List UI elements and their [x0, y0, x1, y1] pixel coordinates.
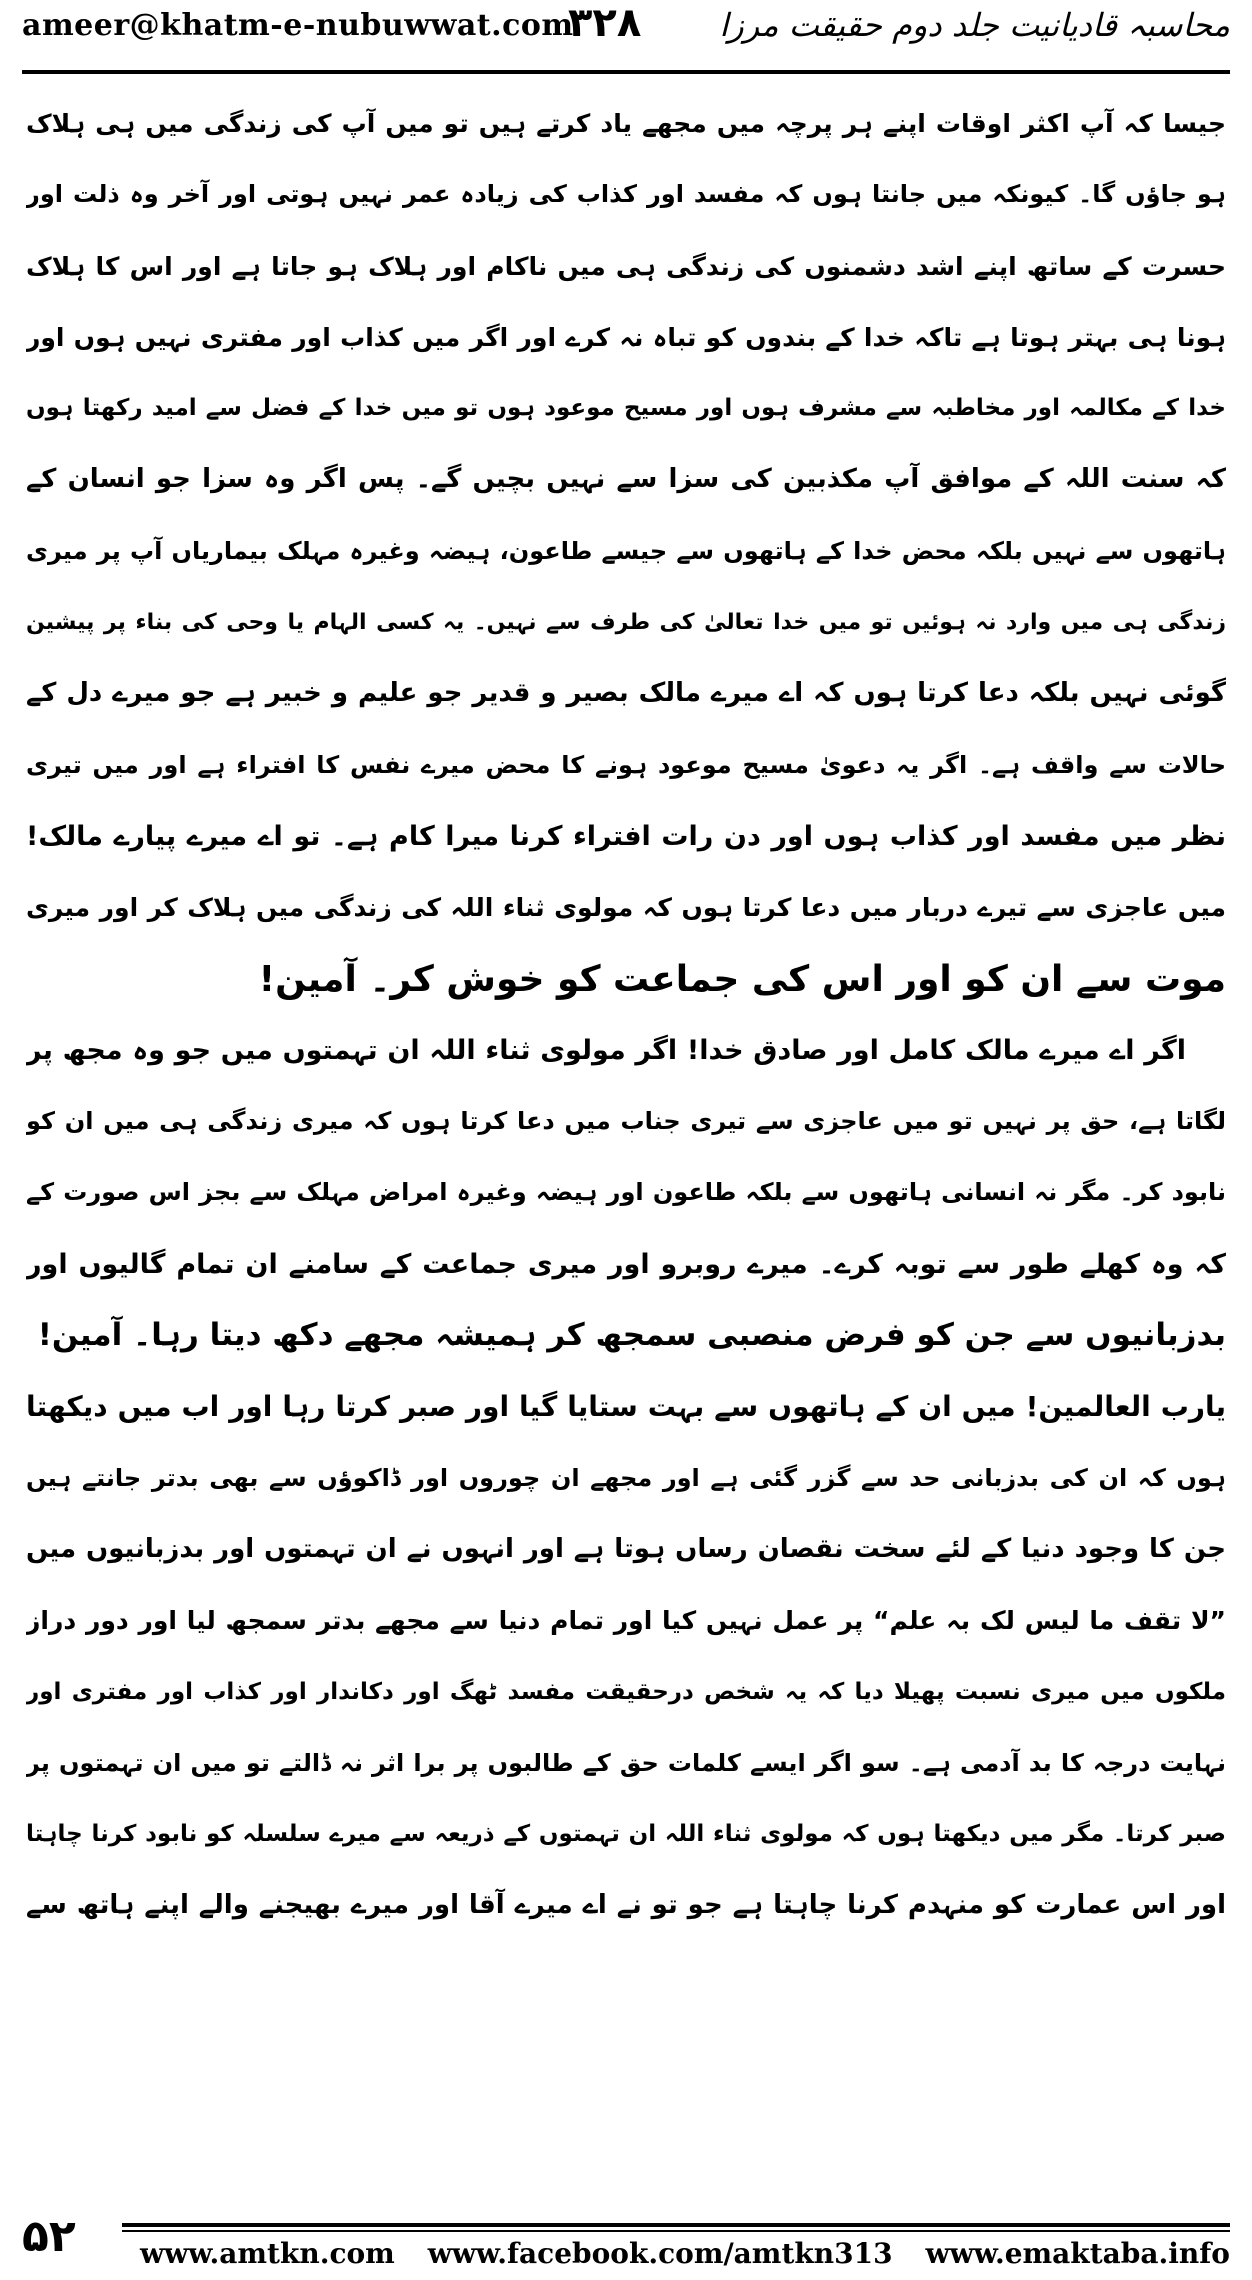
text-line: حالات سے واقف ہے۔ اگر یہ دعویٰ مسیح موعود ہونے کا محض میرے نفس کا افتراء ہے اور میں تیری	[26, 750, 1226, 779]
text-line: میں عاجزی سے تیرے دربار میں دعا کرتا ہوں کہ مولوی ثناء اللہ کی زندگی میں ہلاک کر اور میری	[26, 893, 1226, 923]
text-line: زندگی ہی میں وارد نہ ہوئیں تو میں خدا تعالیٰ کی طرف سے نہیں۔ یہ کسی الہام یا وحی کی بناء پر پیشین	[26, 610, 1226, 636]
text-line: ہوں کہ ان کی بدزبانی حد سے گزر گئی ہے اور مجھے ان چوروں اور ڈاکوؤں سے بھی بدتر جانتے ہیں	[26, 1463, 1226, 1492]
page-body	[26, 88, 1226, 2163]
text-line: نہایت درجہ کا بد آدمی ہے۔ سو اگر ایسے کلمات حق کے طالبوں پر برا اثر نہ ڈالتے تو میں ان تہمتوں پر	[26, 1748, 1226, 1777]
text-line: حسرت کے ساتھ اپنے اشد دشمنوں کی زندگی ہی میں ناکام اور ہلاک ہو جاتا ہے اور اس کا ہلاک	[26, 251, 1226, 281]
page-header	[22, 0, 1230, 70]
header-divider	[22, 70, 1230, 74]
text-line: یارب العالمین! میں ان کے ہاتھوں سے بہت ستایا گیا اور صبر کرتا رہا اور اب میں دیکھتا	[26, 1390, 1226, 1424]
footer-links	[140, 2237, 1230, 2270]
footer-link-facebook[interactable]: www.facebook.com/amtkn313	[427, 2237, 893, 2270]
header-page-number: ۳۲۸	[568, 0, 642, 46]
text-line: جیسا کہ آپ اکثر اوقات اپنے ہر پرچہ میں مجھے یاد کرتے ہیں تو میں آپ کی زندگی میں ہی ہلاک	[26, 109, 1226, 138]
text-line: موت سے ان کو اور اس کی جماعت کو خوش کر۔ آمین!	[258, 958, 1226, 1000]
footer-link-emaktaba[interactable]: www.emaktaba.info	[925, 2237, 1230, 2270]
footer-link-amtkn[interactable]: www.amtkn.com	[140, 2237, 395, 2270]
text-line: خدا کے مکالمہ اور مخاطبہ سے مشرف ہوں اور مسیح موعود ہوں تو میں خدا کے فضل سے امید رکھتا ہوں	[26, 395, 1226, 422]
footer-divider-thin	[122, 2230, 1230, 2232]
text-line: کہ وہ کھلے طور سے توبہ کرے۔ میرے روبرو اور میری جماعت کے سامنے ان تمام گالیوں اور	[26, 1248, 1226, 1280]
text-line: اگر اے میرے مالک کامل اور صادق خدا! اگر مولوی ثناء اللہ ان تہمتوں میں جو وہ مجھ پر	[26, 1034, 1186, 1066]
text-line: ہاتھوں سے نہیں بلکہ محض خدا کے ہاتھوں سے جیسے طاعون، ہیضہ وغیرہ مہلک بیماریاں آپ پر میری	[26, 536, 1226, 565]
text-line: اور اس عمارت کو منہدم کرنا چاہتا ہے جو تو نے اے میرے آقا اور میرے بھیجنے والے اپنے ہاتھ سے	[26, 1890, 1226, 1921]
text-line: گوئی نہیں بلکہ دعا کرتا ہوں کہ اے میرے مالک بصیر و قدیر جو علیم و خبیر ہے جو میرے دل کے	[26, 678, 1226, 709]
text-line: بدزبانیوں سے جن کو فرض منصبی سمجھ کر ہمیشہ مجھے دکھ دیتا رہا۔ آمین!	[37, 1317, 1226, 1354]
text-line: ہونا ہی بہتر ہوتا ہے تاکہ خدا کے بندوں کو تباہ نہ کرے اور اگر میں کذاب اور مفتری نہیں ہوں اور	[26, 322, 1226, 352]
text-line: صبر کرتا۔ مگر میں دیکھتا ہوں کہ مولوی ثناء اللہ ان تہمتوں کے ذریعہ سے میرے سلسلہ کو نابود کرنا چاہتا	[26, 1821, 1226, 1848]
text-line: نابود کر۔ مگر نہ انسانی ہاتھوں سے بلکہ طاعون اور ہیضہ وغیرہ امراض مہلک سے بجز اس صورت کے	[26, 1178, 1226, 1207]
header-book-title: محاسبہ قادیانیت جلد دوم حقیقت مرزا	[719, 6, 1230, 44]
text-line: جن کا وجود دنیا کے لئے سخت نقصان رساں ہوتا ہے اور انہوں نے ان تہمتوں اور بدزبانیوں میں	[26, 1533, 1226, 1564]
footer-divider	[122, 2223, 1230, 2227]
text-line: لگاتا ہے، حق پر نہیں تو میں عاجزی سے تیری جناب میں دعا کرتا ہوں کہ میری زندگی ہی میں ان کو	[26, 1107, 1226, 1136]
header-email: ameer@khatm-e-nubuwwat.com	[22, 8, 574, 43]
footer-page-number: ۵۲	[22, 2211, 76, 2262]
text-line: نظر میں مفسد اور کذاب ہوں اور دن رات افتراء کرنا میرا کام ہے۔ تو اے میرے پیارے مالک!	[26, 820, 1226, 852]
text-line: ہو جاؤں گا۔ کیونکہ میں جانتا ہوں کہ مفسد اور کذاب کی زیادہ عمر نہیں ہوتی اور آخر وہ ذلت اور	[26, 180, 1226, 209]
text-line: کہ سنت اللہ کے موافق آپ مکذبین کی سزا سے نہیں بچیں گے۔ پس اگر وہ سزا جو انسان کے	[26, 464, 1226, 495]
text-line: ”لا تقف ما لیس لک بہ علم“ پر عمل نہیں کیا اور تمام دنیا سے مجھے بدتر سمجھ لیا اور دور دراز	[26, 1606, 1226, 1636]
text-line: ملکوں میں میری نسبت پھیلا دیا کہ یہ شخص درحقیقت مفسد ٹھگ اور دکاندار اور کذاب اور مفتری اور	[26, 1678, 1226, 1705]
page-footer	[22, 2211, 1230, 2275]
